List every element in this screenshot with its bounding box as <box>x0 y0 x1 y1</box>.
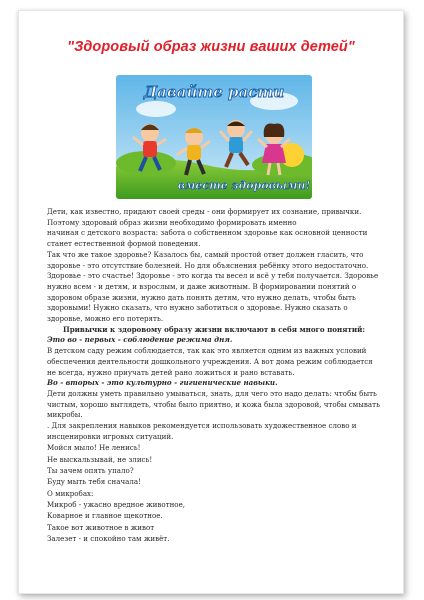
paragraph: Дети, как известно, придают своей среды - они формирует их сознание, привычки. Поэтому здоровый образ жизни необходимо формировать именно <box>47 207 362 227</box>
page-title: "Здоровый образ жизни ваших детей" <box>67 39 355 55</box>
poem-line: Буду мыть тебя сначала! <box>47 477 141 487</box>
poem-line: Залезет - и спокойно там живёт. <box>47 533 170 543</box>
poem-line: Микроб - ужасно вредное животное, <box>47 499 186 509</box>
paragraph: В детском саду режим соблюдается, так как это является одним из важных условий обеспечения деятельности дошкольного учреждения. А вот дома режим соблюдается не всегда, нужно приучать детей рано ложиться и рано вставать. <box>47 346 373 377</box>
illustration-top-caption: Давайте расти <box>143 83 285 101</box>
illustration-bottom-caption: вместе здоровыми! <box>177 179 311 192</box>
poem-line: Не выскальзывай, не злись! <box>47 454 153 464</box>
poem-line: Ты зачем опять упало? <box>47 466 134 476</box>
section-heading: Привычки к здоровому образу жизни включают в себя много понятий: <box>63 324 365 334</box>
paragraph: начиная с детского возраста: забота о собственном здоровье как основной ценности станет естественной формой поведения. <box>47 228 368 249</box>
subheading: Это во - первых - соблюдение режима дня. <box>47 335 233 345</box>
children-illustration <box>116 75 312 199</box>
paragraph: . Для закрепления навыков рекомендуется использовать художественное слово и инсценировки игровых ситуаций. <box>47 421 357 441</box>
subheading: Во - вторых - это культурно - гигиенические навыки. <box>47 378 278 388</box>
document-page <box>18 10 404 594</box>
poem-line: О микробах: <box>47 488 94 498</box>
paragraph: Так что же такое здоровье? Казалось бы, самый простой ответ должен гласить, что здоровье - это отсутствие болезней. Но для объяснения ребёнку этого недостаточно. Здоровье - это счастье! Здоровье - это когда ты весел и всё у тебя получается. Здоровье нужно всем - и детям, и взрослым, и даже животным. В формировании понятий о здоровом образе жизни, нужно дать понять детям, что нужно делать, чтобы быть здоровыми! Нужно сказать, что нужно заботиться о здоровье. Нужно сказать о здоровье, можно его потерять. <box>47 249 379 324</box>
article-body <box>47 207 381 544</box>
illustration-image <box>116 75 312 199</box>
paragraph: Дети должны уметь правильно умываться, знать, для чего это надо делать: чтобы быть чистым, хорошо выглядеть, чтобы было приятно, и кожа была здоровой, чтобы смывать микробы. <box>47 388 380 420</box>
poem-line: Мойся мыло! Не ленись! <box>47 443 141 453</box>
poem <box>47 442 381 544</box>
poem-line: Такое вот животное в живот <box>47 522 155 532</box>
poem-line: Коварное и главное щекотное. <box>47 511 163 521</box>
